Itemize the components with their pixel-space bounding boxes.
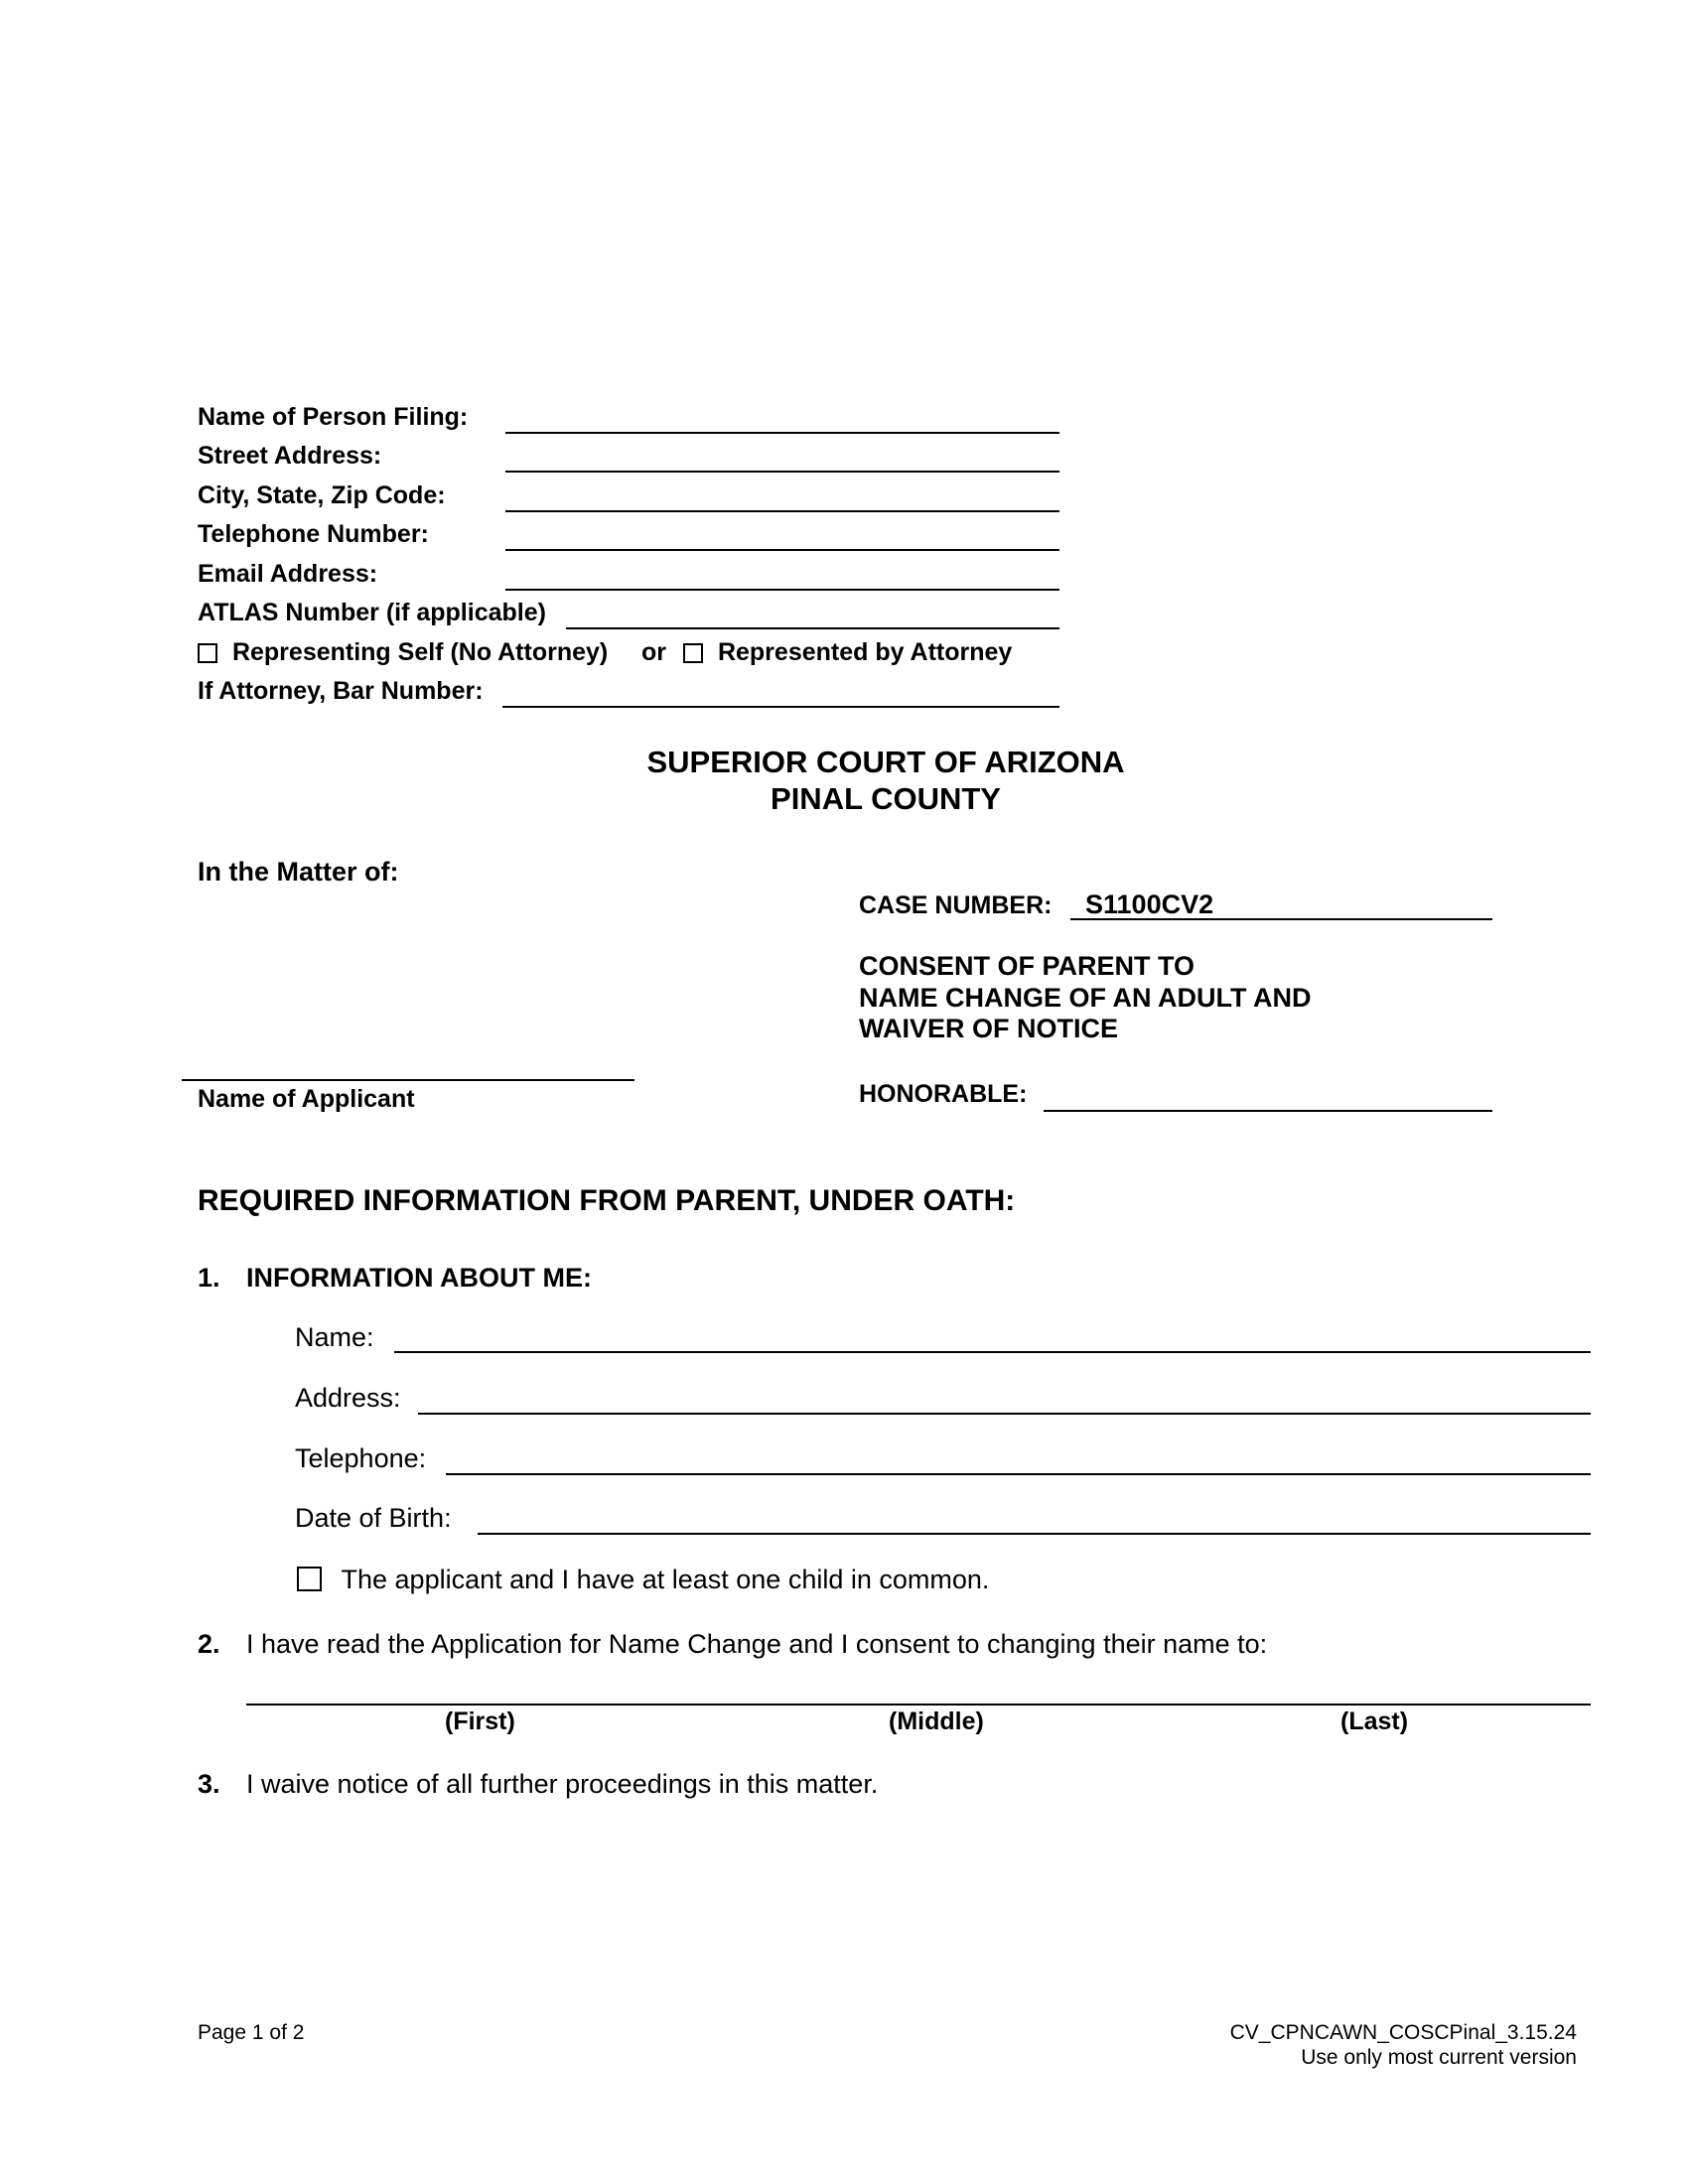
last-name-caption: (Last)	[1340, 1707, 1409, 1735]
filer-street-field[interactable]	[505, 471, 1059, 473]
or-label: or	[641, 638, 666, 666]
bar-number-label: If Attorney, Bar Number:	[198, 677, 484, 705]
child-in-common-label: The applicant and I have at least one child in common.	[341, 1565, 990, 1594]
section-heading: REQUIRED INFORMATION FROM PARENT, UNDER OATH:	[198, 1184, 1016, 1217]
document-title-line-1: CONSENT OF PARENT TO	[859, 951, 1196, 981]
filer-name-field[interactable]	[505, 432, 1059, 434]
document-title-line-2: NAME CHANGE OF AN ADULT AND	[859, 983, 1312, 1013]
form-code: CV_CPNCAWN_COSCPinal_3.15.24	[1229, 2021, 1577, 2044]
case-number-value[interactable]: S1100CV2	[1085, 889, 1214, 919]
filer-telephone-field[interactable]	[505, 549, 1059, 551]
parent-address-label: Address:	[295, 1383, 401, 1413]
honorable-label: HONORABLE:	[859, 1080, 1028, 1108]
bar-number-field[interactable]	[502, 706, 1059, 708]
filer-city-field[interactable]	[505, 510, 1059, 512]
item-3-number: 3.	[198, 1769, 220, 1799]
filer-city-label: City, State, Zip Code:	[198, 481, 446, 509]
parent-address-field[interactable]	[418, 1413, 1591, 1415]
applicant-name-field[interactable]	[182, 1079, 634, 1081]
item-1-number: 1.	[198, 1263, 220, 1293]
represented-attorney-option[interactable]	[683, 638, 1012, 667]
item-2-number: 2.	[198, 1629, 220, 1659]
filer-email-field[interactable]	[505, 589, 1059, 591]
parent-name-label: Name:	[295, 1322, 374, 1352]
filer-atlas-label: ATLAS Number (if applicable)	[198, 599, 546, 626]
item-3-text: I waive notice of all further proceedings in this matter.	[246, 1769, 879, 1799]
matter-label: In the Matter of:	[198, 857, 399, 887]
page-number: Page 1 of 2	[198, 2021, 305, 2044]
honorable-field[interactable]	[1044, 1110, 1492, 1112]
parent-telephone-field[interactable]	[446, 1473, 1591, 1475]
child-in-common-option[interactable]	[297, 1565, 989, 1595]
represent-self-option[interactable]	[198, 638, 608, 667]
parent-name-field[interactable]	[394, 1351, 1591, 1353]
item-1-heading: INFORMATION ABOUT ME:	[246, 1263, 592, 1293]
represent-self-checkbox[interactable]	[198, 643, 217, 663]
parent-dob-field[interactable]	[478, 1533, 1591, 1535]
case-number-label: CASE NUMBER:	[859, 891, 1053, 919]
parent-dob-label: Date of Birth:	[295, 1503, 452, 1533]
filer-street-label: Street Address:	[198, 442, 382, 470]
first-name-caption: (First)	[445, 1707, 515, 1735]
middle-name-caption: (Middle)	[889, 1707, 984, 1735]
court-name: SUPERIOR COURT OF ARIZONA	[646, 745, 1125, 779]
filer-telephone-label: Telephone Number:	[198, 520, 429, 548]
filer-email-label: Email Address:	[198, 560, 378, 588]
court-county: PINAL COUNTY	[771, 781, 1001, 816]
represented-attorney-checkbox[interactable]	[683, 643, 703, 663]
new-name-field[interactable]	[246, 1704, 1591, 1706]
represented-attorney-label: Represented by Attorney	[717, 638, 1013, 666]
parent-telephone-label: Telephone:	[295, 1443, 427, 1473]
version-note: Use only most current version	[1301, 2046, 1577, 2069]
item-2-text: I have read the Application for Name Change and I consent to changing their name to:	[246, 1629, 1268, 1659]
applicant-label: Name of Applicant	[198, 1085, 415, 1113]
child-in-common-checkbox[interactable]	[297, 1567, 322, 1591]
filer-atlas-field[interactable]	[566, 627, 1059, 629]
filer-name-label: Name of Person Filing:	[198, 403, 469, 431]
represent-self-label: Representing Self (No Attorney)	[231, 638, 609, 666]
document-title-line-3: WAIVER OF NOTICE	[859, 1014, 1119, 1043]
